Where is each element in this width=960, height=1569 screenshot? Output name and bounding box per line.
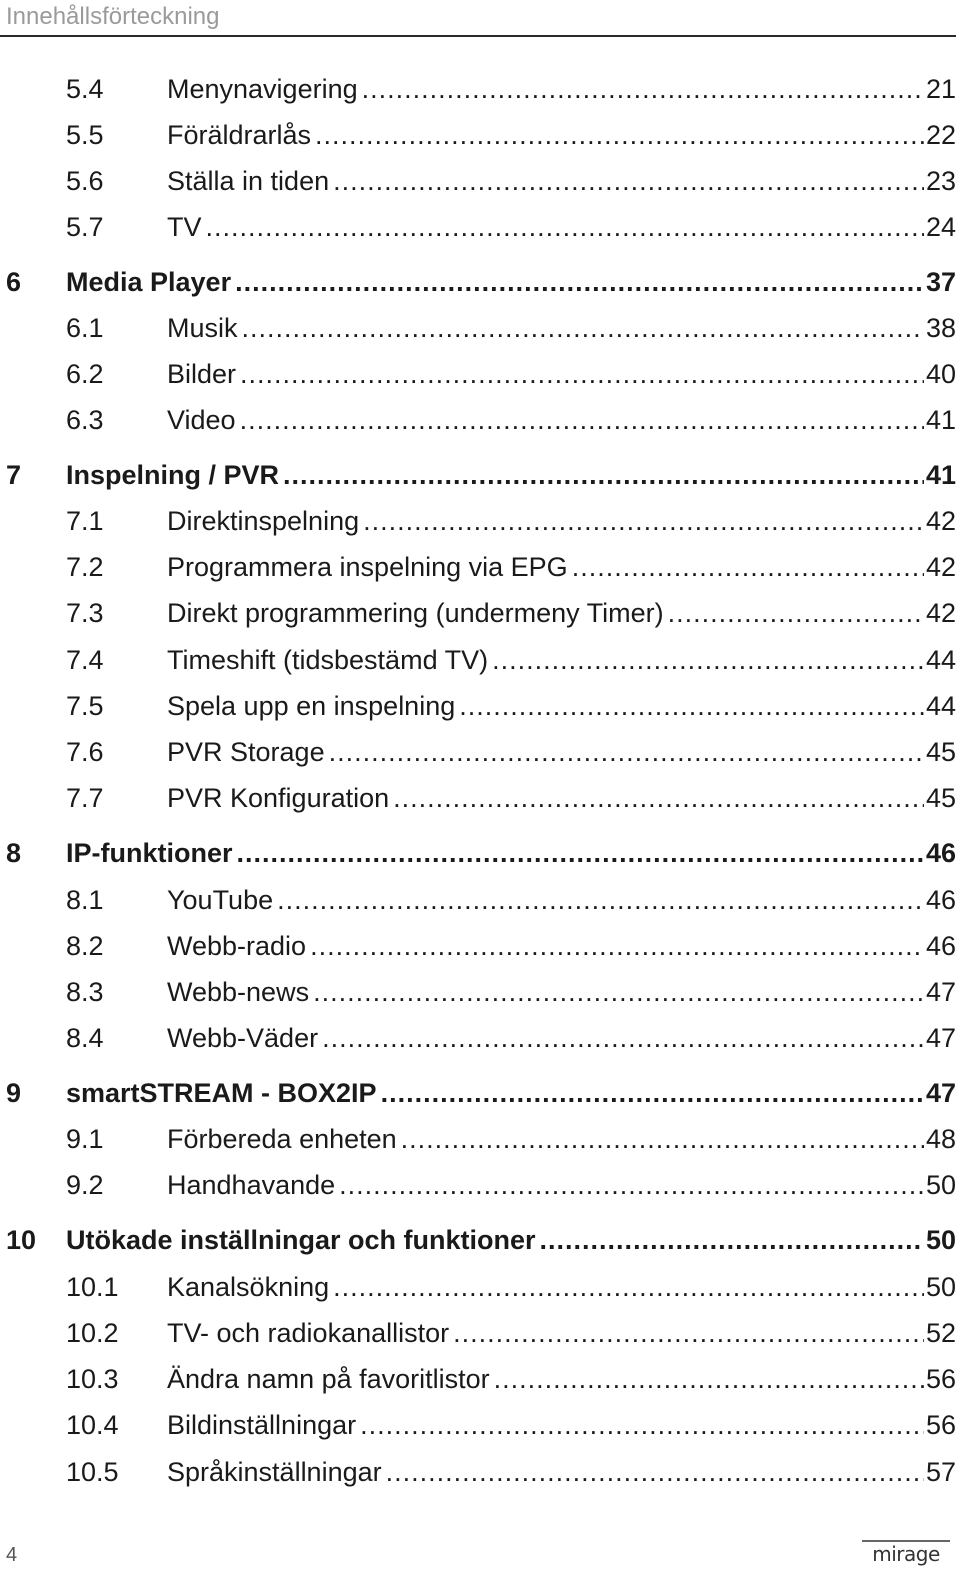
toc-entry-number: 7.4 xyxy=(66,645,104,675)
toc-entry-title: Inspelning / PVR xyxy=(66,460,280,490)
toc-dot-leader xyxy=(235,265,924,299)
toc-entry-title: TV- och radiokanallistor xyxy=(167,1318,450,1348)
toc-section-entry[interactable] xyxy=(0,118,956,152)
toc-entry-title: Webb-news xyxy=(167,977,310,1007)
toc-section-entry[interactable] xyxy=(0,311,956,345)
toc-section-entry[interactable] xyxy=(0,210,956,244)
toc-entry-title: IP-funktioner xyxy=(66,838,233,868)
toc-entry-title: Utökade inställningar och funktioner xyxy=(66,1225,536,1255)
toc-entry-page: 48 xyxy=(925,1124,956,1154)
toc-entry-page: 46 xyxy=(925,931,956,961)
toc-entry-number: 6.3 xyxy=(66,405,104,435)
toc-dot-leader xyxy=(310,929,924,963)
toc-dot-leader xyxy=(333,1270,924,1304)
toc-entry-title: PVR Konfiguration xyxy=(167,783,390,813)
toc-entry-page: 38 xyxy=(925,313,956,343)
toc-dot-leader xyxy=(313,975,924,1009)
toc-entry-number: 6.2 xyxy=(66,359,104,389)
toc-entry-title: Video xyxy=(167,405,236,435)
mirage-logo xyxy=(858,1537,954,1567)
toc-entry-number: 8.3 xyxy=(66,977,104,1007)
toc-dot-leader xyxy=(329,735,924,769)
toc-entry-page: 57 xyxy=(925,1457,956,1487)
toc-entry-title: YouTube xyxy=(167,885,274,915)
toc-entry-page: 56 xyxy=(925,1410,956,1440)
toc-entry-page: 21 xyxy=(925,74,956,104)
toc-section-entry[interactable] xyxy=(0,643,956,677)
toc-dot-leader xyxy=(339,1168,924,1202)
toc-dot-leader xyxy=(315,118,924,152)
toc-entry-number: 7.6 xyxy=(66,737,104,767)
toc-entry-page: 22 xyxy=(925,120,956,150)
toc-entry-number: 5.7 xyxy=(66,212,104,242)
toc-entry-page: 52 xyxy=(925,1318,956,1348)
toc-dot-leader xyxy=(668,596,924,630)
toc-entry-page: 50 xyxy=(925,1225,956,1255)
toc-entry-page: 46 xyxy=(925,838,956,868)
toc-entry-page: 41 xyxy=(925,405,956,435)
toc-entry-number: 7.2 xyxy=(66,552,104,582)
toc-section-entry[interactable] xyxy=(0,596,956,630)
toc-dot-leader xyxy=(240,357,924,391)
toc-entry-page: 24 xyxy=(925,212,956,242)
toc-entry-page: 45 xyxy=(925,737,956,767)
toc-entry-page: 45 xyxy=(925,783,956,813)
toc-entry-number: 10.2 xyxy=(66,1318,119,1348)
toc-entry-title: Direkt programmering (undermeny Timer) xyxy=(167,598,664,628)
toc-entry-page: 47 xyxy=(925,977,956,1007)
toc-entry-title: Menynavigering xyxy=(167,74,358,104)
toc-chapter-entry[interactable] xyxy=(0,458,956,492)
toc-entry-number: 10.3 xyxy=(66,1364,119,1394)
toc-dot-leader xyxy=(333,164,924,198)
toc-dot-leader xyxy=(360,1408,924,1442)
toc-entry-number: 5.4 xyxy=(66,74,104,104)
toc-entry-title: Ställa in tiden xyxy=(167,166,330,196)
toc-dot-leader xyxy=(277,883,924,917)
toc-entry-title: Webb-Väder xyxy=(167,1023,319,1053)
toc-entry-title: Musik xyxy=(167,313,238,343)
toc-dot-leader xyxy=(459,689,924,723)
toc-entry-page: 50 xyxy=(925,1272,956,1302)
toc-entry-page: 44 xyxy=(925,645,956,675)
toc-entry-number: 10.4 xyxy=(66,1410,119,1440)
toc-entry-number: 9.1 xyxy=(66,1124,104,1154)
toc-entry-page: 42 xyxy=(925,598,956,628)
toc-entry-page: 23 xyxy=(925,166,956,196)
toc-entry-number: 7.5 xyxy=(66,691,104,721)
toc-entry-title: Bilder xyxy=(167,359,237,389)
toc-entry-title: Kanalsökning xyxy=(167,1272,330,1302)
toc-section-entry[interactable] xyxy=(0,1122,956,1156)
toc-entry-page: 44 xyxy=(925,691,956,721)
toc-entry-title: Förbereda enheten xyxy=(167,1124,397,1154)
toc-section-entry[interactable] xyxy=(0,403,956,437)
toc-section-entry[interactable] xyxy=(0,550,956,584)
toc-section-entry[interactable] xyxy=(0,164,956,198)
toc-entry-page: 50 xyxy=(925,1170,956,1200)
toc-dot-leader xyxy=(494,1362,924,1396)
toc-entry-number: 8.2 xyxy=(66,931,104,961)
toc-section-entry[interactable] xyxy=(0,72,956,106)
toc-entry-number: 9 xyxy=(6,1078,22,1108)
toc-section-entry[interactable] xyxy=(0,689,956,723)
toc-entry-number: 10 xyxy=(6,1225,37,1255)
toc-entry-number: 10.1 xyxy=(66,1272,119,1302)
toc-section-entry[interactable] xyxy=(0,1021,956,1055)
toc-dot-leader xyxy=(381,1076,924,1110)
toc-dot-leader xyxy=(240,403,924,437)
toc-chapter-entry[interactable] xyxy=(0,265,956,299)
toc-section-entry[interactable] xyxy=(0,735,956,769)
header-divider xyxy=(0,35,956,37)
toc-section-entry[interactable] xyxy=(0,929,956,963)
toc-entry-number: 9.2 xyxy=(66,1170,104,1200)
toc-entry-title: PVR Storage xyxy=(167,737,325,767)
toc-entry-page: 47 xyxy=(925,1023,956,1053)
toc-entry-number: 7.1 xyxy=(66,506,104,536)
toc-entry-title: Föräldrarlås xyxy=(167,120,312,150)
toc-section-entry[interactable] xyxy=(0,1455,956,1489)
toc-dot-leader xyxy=(283,458,924,492)
toc-section-entry[interactable] xyxy=(0,1168,956,1202)
toc-entry-title: Direktinspelning xyxy=(167,506,360,536)
toc-entry-number: 8.4 xyxy=(66,1023,104,1053)
toc-section-entry[interactable] xyxy=(0,357,956,391)
toc-dot-leader xyxy=(237,836,924,870)
toc-entry-page: 42 xyxy=(925,552,956,582)
toc-entry-title: Programmera inspelning via EPG xyxy=(167,552,568,582)
svg-text:mirage: mirage xyxy=(872,1542,940,1566)
toc-entry-title: Webb-radio xyxy=(167,931,307,961)
toc-section-entry[interactable] xyxy=(0,975,956,1009)
toc-entry-title: TV xyxy=(167,212,202,242)
toc-entry-number: 6 xyxy=(6,267,22,297)
toc-dot-leader xyxy=(393,781,924,815)
toc-dot-leader xyxy=(453,1316,924,1350)
toc-chapter-entry[interactable] xyxy=(0,1223,956,1257)
toc-entry-page: 41 xyxy=(925,460,956,490)
toc-entry-number: 6.1 xyxy=(66,313,104,343)
toc-entry-title: Bildinställningar xyxy=(167,1410,357,1440)
toc-entry-page: 46 xyxy=(925,885,956,915)
toc-entry-number: 7 xyxy=(6,460,22,490)
page-header-title: Innehållsförteckning xyxy=(6,3,220,30)
toc-entry-number: 10.5 xyxy=(66,1457,119,1487)
page-number: 4 xyxy=(6,1544,18,1566)
toc-section-entry[interactable] xyxy=(0,1408,956,1442)
toc-section-entry[interactable] xyxy=(0,1362,956,1396)
toc-entry-title: Timeshift (tidsbestämd TV) xyxy=(167,645,489,675)
toc-entry-page: 37 xyxy=(925,267,956,297)
toc-section-entry[interactable] xyxy=(0,1316,956,1350)
toc-section-entry[interactable] xyxy=(0,781,956,815)
toc-chapter-entry[interactable] xyxy=(0,836,956,870)
toc-dot-leader xyxy=(363,504,924,538)
toc-chapter-entry[interactable] xyxy=(0,1076,956,1110)
toc-dot-leader xyxy=(572,550,924,584)
toc-dot-leader xyxy=(322,1021,924,1055)
toc-dot-leader xyxy=(362,72,924,106)
toc-entry-title: Spela upp en inspelning xyxy=(167,691,456,721)
toc-entry-number: 8.1 xyxy=(66,885,104,915)
toc-entry-number: 7.3 xyxy=(66,598,104,628)
toc-dot-leader xyxy=(386,1455,924,1489)
toc-entry-page: 56 xyxy=(925,1364,956,1394)
toc-dot-leader xyxy=(206,210,924,244)
toc-entry-number: 5.6 xyxy=(66,166,104,196)
toc-entry-title: Ändra namn på favoritlistor xyxy=(167,1364,490,1394)
toc-entry-title: Media Player xyxy=(66,267,232,297)
toc-entry-number: 8 xyxy=(6,838,22,868)
toc-section-entry[interactable] xyxy=(0,1270,956,1304)
toc-dot-leader xyxy=(492,643,924,677)
toc-dot-leader xyxy=(540,1223,924,1257)
toc-entry-title: smartSTREAM - BOX2IP xyxy=(66,1078,377,1108)
toc-entry-title: Handhavande xyxy=(167,1170,336,1200)
toc-dot-leader xyxy=(401,1122,924,1156)
toc-dot-leader xyxy=(242,311,924,345)
toc-section-entry[interactable] xyxy=(0,883,956,917)
toc-section-entry[interactable] xyxy=(0,504,956,538)
toc-entry-page: 47 xyxy=(925,1078,956,1108)
toc-entry-page: 40 xyxy=(925,359,956,389)
toc-entry-title: Språkinställningar xyxy=(167,1457,382,1487)
toc-entry-number: 5.5 xyxy=(66,120,104,150)
toc-entry-page: 42 xyxy=(925,506,956,536)
toc-entry-number: 7.7 xyxy=(66,783,104,813)
